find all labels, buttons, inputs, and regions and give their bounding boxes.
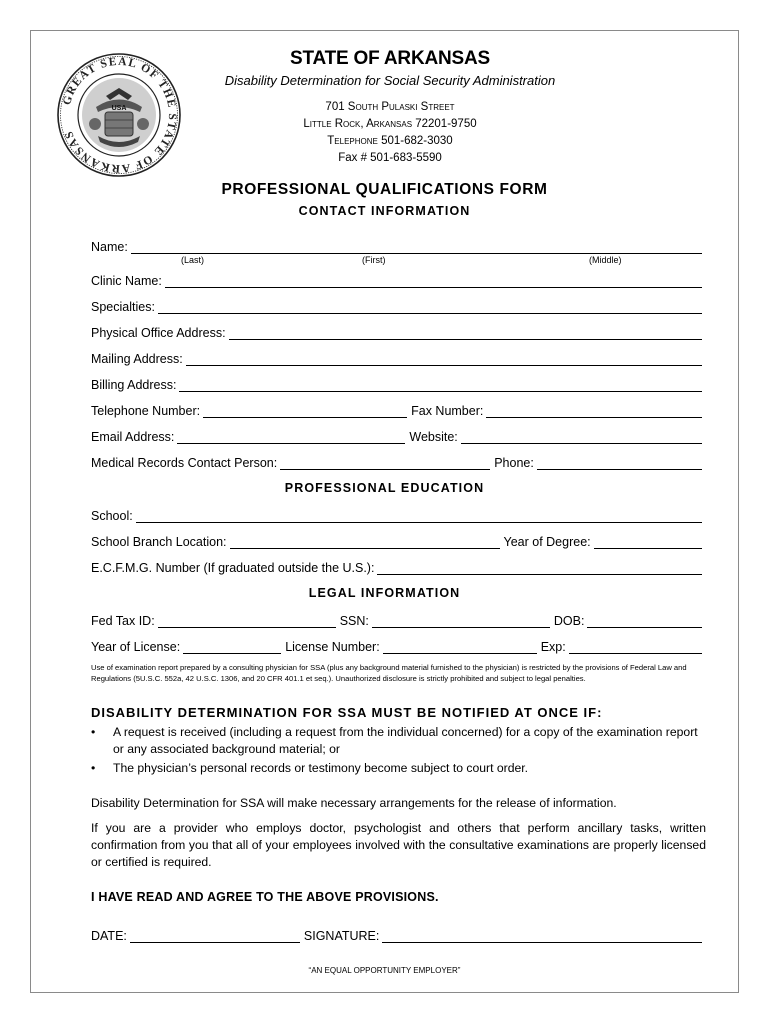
release-paragraph: Disability Determination for SSA will make necessary arrangements for the release of information. xyxy=(91,796,617,810)
license-row xyxy=(91,638,704,654)
form-title: PROFESSIONAL QUALIFICATIONS FORM xyxy=(221,181,548,198)
state-heading: STATE OF ARKANSAS xyxy=(290,48,490,69)
agreement-heading: I HAVE READ AND AGREE TO THE ABOVE PROVISIONS. xyxy=(91,890,439,904)
telephone-field[interactable] xyxy=(203,405,407,418)
license-number-label: License Number: xyxy=(285,640,380,654)
footer-text: “AN EQUAL OPPORTUNITY EMPLOYER” xyxy=(308,966,461,975)
website-field[interactable] xyxy=(461,431,702,444)
ecfmg-row xyxy=(91,559,704,575)
fax-label: Fax Number: xyxy=(411,404,484,418)
specialties-field[interactable] xyxy=(158,301,702,314)
branch-year-row xyxy=(91,533,704,549)
bullet-text: A request is received (including a request from the individual concerned) for a copy of the examination report or any associated background material; or xyxy=(113,725,698,756)
contact-heading: CONTACT INFORMATION xyxy=(298,204,471,218)
mailing-address-row xyxy=(91,350,704,366)
signature-label: SIGNATURE: xyxy=(303,929,380,943)
mailing-address-label: Mailing Address: xyxy=(91,352,183,366)
bullet-dot: • xyxy=(91,725,96,739)
date-field[interactable] xyxy=(130,930,300,943)
ecfmg-label: E.C.F.M.G. Number (If graduated outside the U.S.): xyxy=(91,561,375,575)
records-contact-field[interactable] xyxy=(280,457,490,470)
school-row xyxy=(91,507,704,523)
year-degree-field[interactable] xyxy=(594,536,702,549)
signature-field[interactable] xyxy=(382,930,702,943)
legal-disclaimer: Use of examination report prepared by a consulting physician for SSA (plus any background material furnished to the physician) is restricted by the provisions of Federal Law and Regulations (5U.S.C. 552a, 42 U.S.C. 1306, and 20 CFR 401.1 et seq.). Unauthorized disclosure is strictly prohibited and subject to legal penalties. xyxy=(91,663,687,683)
year-degree-label: Year of Degree: xyxy=(503,535,591,549)
date-label: DATE: xyxy=(91,929,127,943)
physical-address-field[interactable] xyxy=(229,327,702,340)
tax-ssn-dob-row xyxy=(91,612,704,628)
telephone-text: Telephone 501-682-3030 xyxy=(327,135,453,147)
city-address: Little Rock, Arkansas 72201-9750 xyxy=(303,118,477,130)
fed-tax-field[interactable] xyxy=(158,615,336,628)
phone-field[interactable] xyxy=(537,457,702,470)
website-label: Website: xyxy=(409,430,458,444)
email-website-row xyxy=(91,428,704,444)
name-label: Name: xyxy=(91,240,128,254)
physical-address-row xyxy=(91,324,704,340)
clinic-row xyxy=(91,272,704,288)
school-field[interactable] xyxy=(136,510,702,523)
phone-label: Phone: xyxy=(494,456,534,470)
first-sublabel: (First) xyxy=(362,255,386,265)
billing-address-row xyxy=(91,376,704,392)
fax-text: Fax # 501-683-5590 xyxy=(338,152,442,164)
middle-sublabel: (Middle) xyxy=(589,255,622,265)
billing-address-field[interactable] xyxy=(179,379,702,392)
svg-text:GREAT SEAL OF THE STATE OF ARK: GREAT SEAL OF THE STATE OF ARKANSAS xyxy=(60,55,179,175)
year-license-field[interactable] xyxy=(183,641,281,654)
education-heading: PROFESSIONAL EDUCATION xyxy=(284,481,485,495)
year-license-label: Year of License: xyxy=(91,640,181,654)
agency-name: Disability Determination for Social Security Administration xyxy=(224,73,556,88)
ecfmg-field[interactable] xyxy=(377,562,702,575)
telephone-fax-row xyxy=(91,402,704,418)
exp-label: Exp: xyxy=(540,640,566,654)
provider-paragraph: If you are a provider who employs doctor, psychologist and others that perform ancillary tasks, written confirmation from you that all of your employees involved with the consultative examinations are properly licensed or certified is required. xyxy=(91,821,706,869)
email-label: Email Address: xyxy=(91,430,175,444)
branch-field[interactable] xyxy=(230,536,500,549)
bullet-item xyxy=(91,760,706,777)
bullet-text: The physician’s personal records or testimony become subject to court order. xyxy=(113,761,529,775)
bullet-dot: • xyxy=(91,761,96,775)
dob-field[interactable] xyxy=(587,615,702,628)
email-field[interactable] xyxy=(177,431,405,444)
clinic-label: Clinic Name: xyxy=(91,274,162,288)
last-sublabel: (Last) xyxy=(181,255,205,265)
physical-address-label: Physical Office Address: xyxy=(91,326,226,340)
svg-text:USA: USA xyxy=(111,105,127,112)
ssn-label: SSN: xyxy=(339,614,369,628)
records-contact-row xyxy=(91,454,704,470)
specialties-row xyxy=(91,298,704,314)
license-number-field[interactable] xyxy=(383,641,537,654)
exp-field[interactable] xyxy=(569,641,702,654)
bullet-item xyxy=(91,724,706,758)
legal-heading: LEGAL INFORMATION xyxy=(308,586,461,600)
date-signature-row xyxy=(91,927,704,943)
dob-label: DOB: xyxy=(553,614,585,628)
billing-address-label: Billing Address: xyxy=(91,378,177,392)
clinic-field[interactable] xyxy=(165,275,702,288)
specialties-label: Specialties: xyxy=(91,300,155,314)
branch-label: School Branch Location: xyxy=(91,535,227,549)
school-label: School: xyxy=(91,509,133,523)
name-row xyxy=(91,238,704,254)
mailing-address-field[interactable] xyxy=(186,353,702,366)
street-address: 701 South Pulaski Street xyxy=(325,101,455,113)
fax-field[interactable] xyxy=(486,405,702,418)
records-contact-label: Medical Records Contact Person: xyxy=(91,456,278,470)
name-field[interactable] xyxy=(131,241,702,254)
fed-tax-label: Fed Tax ID: xyxy=(91,614,155,628)
notify-heading: DISABILITY DETERMINATION FOR SSA MUST BE NOTIFIED AT ONCE IF: xyxy=(91,705,603,720)
telephone-label: Telephone Number: xyxy=(91,404,201,418)
state-seal-logo xyxy=(56,52,182,178)
ssn-field[interactable] xyxy=(372,615,550,628)
